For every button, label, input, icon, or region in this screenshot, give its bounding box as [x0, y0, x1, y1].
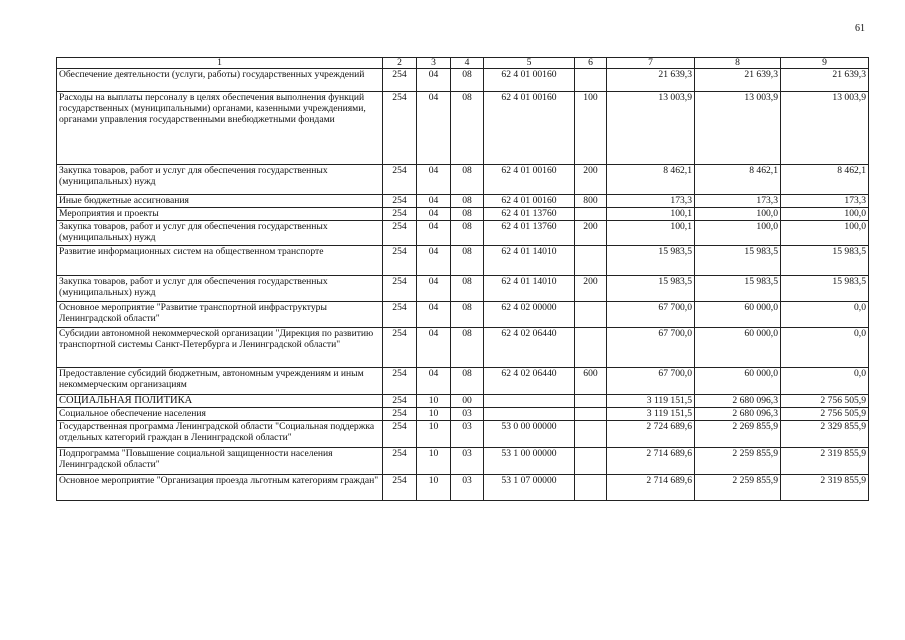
- row-name-cell: Развитие информационных систем на общественном транспорте: [57, 246, 383, 276]
- section-cell: 254: [383, 221, 417, 246]
- subsubsection-cell: 03: [451, 421, 484, 448]
- header-cell: 8: [695, 58, 781, 69]
- amount-col7-cell: 8 462,1: [607, 165, 695, 195]
- expense-type-cell: 100: [575, 92, 607, 165]
- amount-col9-cell: 21 639,3: [781, 69, 869, 92]
- table-row: [57, 92, 869, 165]
- subsubsection-cell: 08: [451, 165, 484, 195]
- amount-col8-cell: 60 000,0: [695, 328, 781, 368]
- amount-col7-cell: 2 714 689,6: [607, 448, 695, 475]
- amount-col8-cell: 60 000,0: [695, 302, 781, 328]
- section-cell: 254: [383, 408, 417, 421]
- row-name-cell: Иные бюджетные ассигнования: [57, 195, 383, 208]
- amount-col7-cell: 15 983,5: [607, 276, 695, 302]
- row-name-cell: Закупка товаров, работ и услуг для обеспечения государственных (муниципальных) нужд: [57, 165, 383, 195]
- subsection-cell: 04: [417, 195, 451, 208]
- subsubsection-cell: 08: [451, 69, 484, 92]
- amount-col8-cell: 21 639,3: [695, 69, 781, 92]
- header-cell: 4: [451, 58, 484, 69]
- row-name-cell: Обеспечение деятельности (услуги, работы) государственных учреждений: [57, 69, 383, 92]
- row-name-cell: Социальное обеспечение населения: [57, 408, 383, 421]
- subsection-cell: 10: [417, 395, 451, 408]
- amount-col8-cell: 2 269 855,9: [695, 421, 781, 448]
- table-row: [57, 448, 869, 475]
- target-code-cell: 62 4 01 00160: [484, 165, 575, 195]
- amount-col7-cell: 67 700,0: [607, 368, 695, 395]
- amount-col9-cell: 2 319 855,9: [781, 475, 869, 501]
- amount-col7-cell: 100,1: [607, 221, 695, 246]
- row-name-cell: Государственная программа Ленинградской области "Социальная поддержка отдельных категорий граждан в Ленинградской области": [57, 421, 383, 448]
- expense-type-cell: 800: [575, 195, 607, 208]
- section-cell: 254: [383, 328, 417, 368]
- budget-table: [56, 57, 869, 501]
- amount-col9-cell: 100,0: [781, 221, 869, 246]
- subsection-cell: 04: [417, 328, 451, 368]
- subsubsection-cell: 03: [451, 475, 484, 501]
- section-cell: 254: [383, 208, 417, 221]
- amount-col9-cell: 15 983,5: [781, 276, 869, 302]
- row-name-cell: Закупка товаров, работ и услуг для обеспечения государственных (муниципальных) нужд: [57, 276, 383, 302]
- table-row: [57, 208, 869, 221]
- expense-type-cell: [575, 208, 607, 221]
- table-row: [57, 475, 869, 501]
- expense-type-cell: [575, 421, 607, 448]
- target-code-cell: 62 4 01 14010: [484, 276, 575, 302]
- amount-col7-cell: 2 724 689,6: [607, 421, 695, 448]
- table-row: [57, 368, 869, 395]
- table-row: [57, 408, 869, 421]
- amount-col9-cell: 13 003,9: [781, 92, 869, 165]
- target-code-cell: 62 4 01 00160: [484, 69, 575, 92]
- amount-col8-cell: 8 462,1: [695, 165, 781, 195]
- expense-type-cell: [575, 448, 607, 475]
- table-row: [57, 276, 869, 302]
- amount-col9-cell: 100,0: [781, 208, 869, 221]
- row-name-cell: Субсидии автономной некоммерческой организации "Дирекция по развитию транспортной системы Санкт-Петербурга и Ленинградской области": [57, 328, 383, 368]
- expense-type-cell: 600: [575, 368, 607, 395]
- table-row: [57, 165, 869, 195]
- table-row: [57, 302, 869, 328]
- amount-col9-cell: 2 756 505,9: [781, 408, 869, 421]
- subsection-cell: 04: [417, 69, 451, 92]
- page-number: 61: [855, 23, 865, 34]
- target-code-cell: 62 4 02 00000: [484, 302, 575, 328]
- expense-type-cell: 200: [575, 276, 607, 302]
- amount-col8-cell: 15 983,5: [695, 276, 781, 302]
- table-row: [57, 69, 869, 92]
- amount-col9-cell: 2 319 855,9: [781, 448, 869, 475]
- table-row: [57, 246, 869, 276]
- header-cell: 6: [575, 58, 607, 69]
- header-cell: 2: [383, 58, 417, 69]
- subsection-cell: 04: [417, 246, 451, 276]
- subsubsection-cell: 03: [451, 448, 484, 475]
- expense-type-cell: 200: [575, 165, 607, 195]
- amount-col7-cell: 67 700,0: [607, 328, 695, 368]
- section-cell: 254: [383, 165, 417, 195]
- target-code-cell: 62 4 01 13760: [484, 208, 575, 221]
- subsection-cell: 10: [417, 408, 451, 421]
- amount-col7-cell: 173,3: [607, 195, 695, 208]
- subsection-cell: 10: [417, 421, 451, 448]
- expense-type-cell: [575, 302, 607, 328]
- amount-col9-cell: 0,0: [781, 302, 869, 328]
- subsection-cell: 10: [417, 475, 451, 501]
- target-code-cell: 62 4 02 06440: [484, 328, 575, 368]
- target-code-cell: 62 4 01 14010: [484, 246, 575, 276]
- header-cell: 3: [417, 58, 451, 69]
- row-name-cell: Предоставление субсидий бюджетным, автономным учреждениям и иным некоммерческим организациям: [57, 368, 383, 395]
- subsection-cell: 04: [417, 302, 451, 328]
- expense-type-cell: [575, 328, 607, 368]
- table-row: [57, 328, 869, 368]
- expense-type-cell: [575, 246, 607, 276]
- subsection-cell: 04: [417, 92, 451, 165]
- amount-col8-cell: 15 983,5: [695, 246, 781, 276]
- table-row: [57, 421, 869, 448]
- amount-col7-cell: 3 119 151,5: [607, 408, 695, 421]
- amount-col8-cell: 2 680 096,3: [695, 395, 781, 408]
- section-cell: 254: [383, 246, 417, 276]
- amount-col7-cell: 13 003,9: [607, 92, 695, 165]
- amount-col9-cell: 2 329 855,9: [781, 421, 869, 448]
- subsubsection-cell: 08: [451, 208, 484, 221]
- section-cell: 254: [383, 395, 417, 408]
- amount-col9-cell: 0,0: [781, 328, 869, 368]
- table-header-row: [57, 58, 869, 69]
- amount-col7-cell: 2 714 689,6: [607, 475, 695, 501]
- amount-col8-cell: 60 000,0: [695, 368, 781, 395]
- target-code-cell: 62 4 01 00160: [484, 195, 575, 208]
- amount-col9-cell: 8 462,1: [781, 165, 869, 195]
- amount-col7-cell: 21 639,3: [607, 69, 695, 92]
- target-code-cell: 53 0 00 00000: [484, 421, 575, 448]
- subsubsection-cell: 08: [451, 195, 484, 208]
- table-row: [57, 395, 869, 408]
- section-cell: 254: [383, 195, 417, 208]
- section-cell: 254: [383, 69, 417, 92]
- subsection-cell: 04: [417, 368, 451, 395]
- row-name-cell: СОЦИАЛЬНАЯ ПОЛИТИКА: [57, 395, 383, 408]
- row-name-cell: Основное мероприятие "Развитие транспортной инфраструктуры Ленинградской области": [57, 302, 383, 328]
- header-cell: 5: [484, 58, 575, 69]
- subsubsection-cell: 03: [451, 408, 484, 421]
- table-row: [57, 221, 869, 246]
- subsection-cell: 04: [417, 276, 451, 302]
- amount-col9-cell: 2 756 505,9: [781, 395, 869, 408]
- amount-col8-cell: 2 680 096,3: [695, 408, 781, 421]
- subsection-cell: 04: [417, 165, 451, 195]
- table-row: [57, 195, 869, 208]
- header-cell: 7: [607, 58, 695, 69]
- target-code-cell: [484, 395, 575, 408]
- subsubsection-cell: 00: [451, 395, 484, 408]
- amount-col9-cell: 15 983,5: [781, 246, 869, 276]
- target-code-cell: 62 4 02 06440: [484, 368, 575, 395]
- amount-col7-cell: 15 983,5: [607, 246, 695, 276]
- subsubsection-cell: 08: [451, 328, 484, 368]
- target-code-cell: 53 1 07 00000: [484, 475, 575, 501]
- subsubsection-cell: 08: [451, 221, 484, 246]
- amount-col7-cell: 100,1: [607, 208, 695, 221]
- amount-col8-cell: 173,3: [695, 195, 781, 208]
- section-cell: 254: [383, 448, 417, 475]
- expense-type-cell: [575, 69, 607, 92]
- section-cell: 254: [383, 276, 417, 302]
- subsection-cell: 04: [417, 208, 451, 221]
- header-cell: 9: [781, 58, 869, 69]
- expense-type-cell: 200: [575, 221, 607, 246]
- row-name-cell: Закупка товаров, работ и услуг для обеспечения государственных (муниципальных) нужд: [57, 221, 383, 246]
- row-name-cell: Подпрограмма "Повышение социальной защищенности населения Ленинградской области": [57, 448, 383, 475]
- header-cell: 1: [57, 58, 383, 69]
- amount-col9-cell: 0,0: [781, 368, 869, 395]
- section-cell: 254: [383, 302, 417, 328]
- amount-col8-cell: 100,0: [695, 208, 781, 221]
- amount-col8-cell: 13 003,9: [695, 92, 781, 165]
- subsubsection-cell: 08: [451, 92, 484, 165]
- expense-type-cell: [575, 395, 607, 408]
- amount-col8-cell: 2 259 855,9: [695, 448, 781, 475]
- target-code-cell: 53 1 00 00000: [484, 448, 575, 475]
- subsubsection-cell: 08: [451, 246, 484, 276]
- subsubsection-cell: 08: [451, 368, 484, 395]
- subsection-cell: 04: [417, 221, 451, 246]
- row-name-cell: Основное мероприятие "Организация проезда льготным категориям граждан": [57, 475, 383, 501]
- section-cell: 254: [383, 368, 417, 395]
- section-cell: 254: [383, 421, 417, 448]
- amount-col8-cell: 100,0: [695, 221, 781, 246]
- row-name-cell: Мероприятия и проекты: [57, 208, 383, 221]
- amount-col7-cell: 3 119 151,5: [607, 395, 695, 408]
- amount-col9-cell: 173,3: [781, 195, 869, 208]
- expense-type-cell: [575, 475, 607, 501]
- expense-type-cell: [575, 408, 607, 421]
- amount-col7-cell: 67 700,0: [607, 302, 695, 328]
- section-cell: 254: [383, 475, 417, 501]
- target-code-cell: 62 4 01 00160: [484, 92, 575, 165]
- amount-col8-cell: 2 259 855,9: [695, 475, 781, 501]
- target-code-cell: 62 4 01 13760: [484, 221, 575, 246]
- subsection-cell: 10: [417, 448, 451, 475]
- subsubsection-cell: 08: [451, 302, 484, 328]
- section-cell: 254: [383, 92, 417, 165]
- subsubsection-cell: 08: [451, 276, 484, 302]
- target-code-cell: [484, 408, 575, 421]
- row-name-cell: Расходы на выплаты персоналу в целях обеспечения выполнения функций государственных (муниципальными) органами, казенными учреждениями, органами управления государственными внебюджетными фондами: [57, 92, 383, 165]
